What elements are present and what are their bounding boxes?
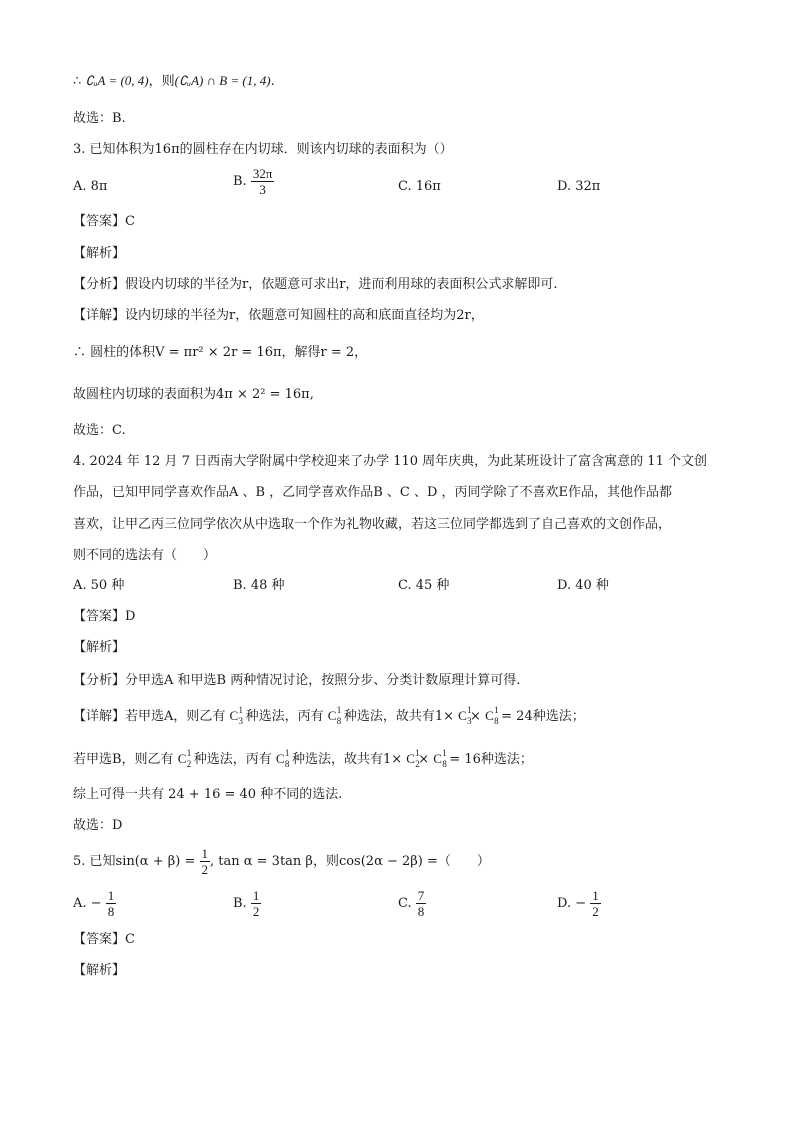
q4-stem-2: 作品，已知甲同学喜欢作品A 、B ，乙同学喜欢作品B 、C 、D ，丙同学除了不喜欢E作品，其他作品都 [73, 485, 673, 500]
q3-detail: 【详解】设内切球的半径为r，依题意可知圆柱的高和底面直径均为2r， [73, 308, 484, 323]
line-select-b: 故选：B. [73, 111, 126, 126]
q3-stem: 3. 已知体积为16π的圆柱存在内切球．则该内切球的表面积为（） [73, 142, 453, 157]
combination: C 1 8 [485, 705, 499, 726]
q3-analysis: 【分析】假设内切球的半径为r，依题意可求出r，进而利用球的表面积公式求解即可. [73, 277, 558, 292]
q5-option-c: C. $\frac{7}{8}$ [398, 888, 425, 919]
q3-step2: 故圆柱内切球的表面积为4π × 2² = 16π, [73, 387, 314, 402]
q5-answer: 【答案】C [73, 932, 135, 947]
q5-option-b: B. $\frac{1}{2}$ [233, 888, 260, 919]
combination: C 1 2 [177, 748, 192, 769]
combination: C 1 3 [229, 705, 244, 726]
fraction: $\frac{1}{2}$ [201, 846, 208, 877]
fraction: $\frac{1}{8}$ [107, 888, 115, 919]
q3-analysis-title: 【解析】 [73, 246, 126, 261]
q4-summary: 综上可得一共有 24 + 16 = 40 种不同的选法. [73, 787, 343, 802]
q4-stem-3: 喜欢，让甲乙丙三位同学依次从中选取一个作为礼物收藏，若这三位同学都选到了自己喜欢的文创作品， [73, 517, 672, 532]
combination: C 1 8 [433, 748, 447, 769]
combination: C 1 3 [458, 705, 472, 726]
combination: C 1 8 [275, 748, 290, 769]
fraction: $\frac{1}{2}$ [252, 888, 260, 919]
fraction: $\frac{32\pi}{3}$ [252, 166, 273, 197]
line-set-result: ∴ ∁ᵤA = (0, 4)，则(∁ᵤA) ∩ B = (1, 4). [73, 73, 275, 89]
q4-option-b: B. 48 种 [233, 578, 285, 593]
combination: C 1 8 [327, 705, 342, 726]
q3-step1: ∴ 圆柱的体积V = πr² × 2r = 16π，解得r = 2， [73, 345, 368, 360]
q3-option-c: C. 16π [398, 179, 441, 194]
q3-option-d: D. 32π [557, 179, 601, 194]
q3-option-a: A. 8π [73, 179, 108, 194]
q4-analysis-title: 【解析】 [73, 640, 126, 655]
q5-stem: 5. 已知sin(α + β) = $\frac{1}{2}$ , tan α = 3tan β，则cos(2α − 2β) =（ ） [73, 846, 490, 877]
q3-answer: 【答案】C [73, 214, 135, 229]
q5-option-d: D. − $\frac{1}{2}$ [557, 888, 599, 919]
q3-option-b: B. $\frac{32\pi}{3}$ [233, 166, 273, 197]
combination: C 1 2 [406, 748, 420, 769]
fraction: $\frac{1}{2}$ [592, 888, 599, 919]
fraction: $\frac{7}{8}$ [417, 888, 425, 919]
q5-option-a: A. − $\frac{1}{8}$ [73, 888, 115, 919]
q4-detail-1: 【详解】若甲选A，则乙有 C 1 3 种选法，丙有 C 1 8 种选法，故共有1× C 1 3 × C 1 8 = 24种选法； [73, 705, 585, 726]
q5-analysis-title: 【解析】 [73, 963, 126, 978]
q4-option-c: C. 45 种 [398, 578, 450, 593]
q4-answer: 【答案】D [73, 609, 136, 624]
q4-stem-1: 4. 2024 年 12 月 7 日西南大学附属中学校迎来了办学 110 周年庆典，为此某班设计了富含寓意的 11 个文创 [73, 454, 707, 469]
q4-stem-4: 则不同的选法有（ ） [73, 548, 217, 563]
q4-option-d: D. 40 种 [557, 578, 609, 593]
q4-option-a: A. 50 种 [73, 578, 125, 593]
q3-select: 故选：C. [73, 423, 126, 438]
q4-select: 故选：D [73, 818, 123, 833]
q4-analysis: 【分析】分甲选A 和甲选B 两种情况讨论，按照分步、分类计数原理计算可得. [73, 673, 521, 688]
q4-detail-2: 若甲选B，则乙有 C 1 2 种选法，丙有 C 1 8 种选法，故共有1× C 1 2 × C 1 8 = 16种选法； [73, 748, 533, 769]
